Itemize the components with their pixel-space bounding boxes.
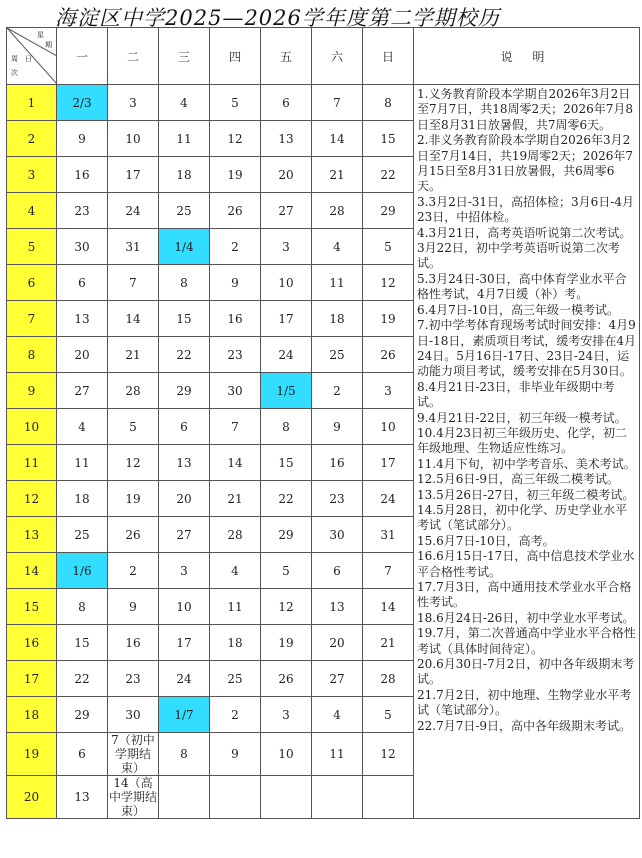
week-number: 18 — [7, 697, 57, 733]
header-row — [7, 28, 640, 85]
date-cell: 3 — [159, 553, 210, 589]
week-number: 19 — [7, 733, 57, 776]
date-cell: 15 — [57, 625, 108, 661]
date-cell: 24 — [159, 661, 210, 697]
date-cell: 9 — [108, 589, 159, 625]
date-cell: 1/5 — [261, 373, 312, 409]
note-item: 19.7月，第二次普通高中学业水平合格性考试（具体时间待定）。 — [417, 626, 636, 656]
date-cell: 25 — [57, 517, 108, 553]
date-cell: 29 — [261, 517, 312, 553]
date-cell: 20 — [57, 337, 108, 373]
date-cell: 27 — [57, 373, 108, 409]
date-cell: 16 — [210, 301, 261, 337]
date-cell: 1/6 — [57, 553, 108, 589]
date-cell: 11 — [210, 589, 261, 625]
date-cell: 15 — [363, 121, 414, 157]
day-header: 二 — [108, 28, 159, 85]
date-cell: 2 — [312, 373, 363, 409]
date-cell: 13 — [159, 445, 210, 481]
date-cell — [363, 776, 414, 819]
date-cell: 2 — [210, 229, 261, 265]
note-item: 15.6月7日-10日，高考。 — [417, 533, 555, 548]
date-cell: 25 — [210, 661, 261, 697]
notes-panel — [414, 85, 640, 819]
date-cell: 20 — [261, 157, 312, 193]
date-cell: 10 — [261, 733, 312, 776]
week-number: 3 — [7, 157, 57, 193]
note-item: 17.7月3日，高中通用技术学业水平合格性考试。 — [417, 580, 632, 610]
date-cell: 15 — [261, 445, 312, 481]
note-item: 18.6月24日-26日，初中学业水平考试。 — [417, 610, 635, 625]
date-cell: 22 — [261, 481, 312, 517]
date-cell: 6 — [261, 85, 312, 121]
date-cell: 23 — [312, 481, 363, 517]
date-cell: 7 — [363, 553, 414, 589]
date-cell: 21 — [363, 625, 414, 661]
corner-label: 期 — [45, 41, 52, 49]
date-cell: 3 — [261, 697, 312, 733]
date-cell: 2 — [210, 697, 261, 733]
date-cell: 14 — [108, 301, 159, 337]
week-number: 13 — [7, 517, 57, 553]
date-cell: 18 — [159, 157, 210, 193]
date-cell: 12 — [210, 121, 261, 157]
date-cell: 19 — [108, 481, 159, 517]
date-cell: 28 — [210, 517, 261, 553]
note-item: 10.4月23日初三年级历史、化学，初二年级地理、生物适应性练习。 — [417, 425, 627, 456]
date-cell: 23 — [57, 193, 108, 229]
date-cell: 27 — [261, 193, 312, 229]
date-cell: 7 — [108, 265, 159, 301]
date-cell: 10 — [363, 409, 414, 445]
date-cell: 25 — [159, 193, 210, 229]
date-cell: 19 — [210, 157, 261, 193]
date-cell: 4 — [57, 409, 108, 445]
week-number: 15 — [7, 589, 57, 625]
date-cell: 9 — [312, 409, 363, 445]
note-item: 21.7月2日，初中地理、生物学业水平考试（笔试部分）。 — [417, 687, 632, 718]
date-cell: 6 — [57, 265, 108, 301]
date-cell: 18 — [57, 481, 108, 517]
note-item: 20.6月30日-7月2日，初中各年级期末考试。 — [417, 657, 635, 687]
date-cell: 20 — [312, 625, 363, 661]
date-cell: 26 — [363, 337, 414, 373]
week-number: 20 — [7, 776, 57, 819]
date-cell: 4 — [159, 85, 210, 121]
date-cell: 4 — [312, 229, 363, 265]
date-cell: 17 — [261, 301, 312, 337]
date-cell: 12 — [363, 733, 414, 776]
note-item: 13.5月26日-27日，初三年级二模考试。 — [417, 487, 635, 502]
date-cell: 26 — [108, 517, 159, 553]
date-cell: 5 — [261, 553, 312, 589]
date-cell: 21 — [312, 157, 363, 193]
note-item: 22.7月7日-9日，高中各年级期末考试。 — [417, 718, 632, 733]
note-item: 7.初中学考体育现场考试时间安排：4月9日-18日，素质项目考试，缓考安排在4月24日。5月16日-17日、23日-24日，运动能力项目考试，缓考安排在5月30日。 — [417, 318, 636, 379]
note-item: 4.3月21日，高考英语听说第二次考试。3月22日，初中学考英语听说第二次考试。 — [417, 225, 632, 271]
date-cell: 5 — [108, 409, 159, 445]
date-cell: 22 — [363, 157, 414, 193]
note-item: 2.非义务教育阶段本学期自2026年3月2日至7月14日，共19周零2天；2026年7月15日至8月31日放暑假，共6周零6天。 — [417, 133, 633, 194]
date-cell: 30 — [312, 517, 363, 553]
note-item: 1.义务教育阶段本学期自2026年3月2日至7月7日，共18周零2天；2026年7月8日至8月31日放暑假，共7周零6天。 — [417, 87, 633, 132]
date-cell: 12 — [363, 265, 414, 301]
date-cell: 22 — [159, 337, 210, 373]
date-cell: 8 — [159, 265, 210, 301]
date-cell: 12 — [108, 445, 159, 481]
date-cell: 18 — [210, 625, 261, 661]
date-cell: 8 — [261, 409, 312, 445]
date-cell: 31 — [363, 517, 414, 553]
date-cell: 29 — [57, 697, 108, 733]
date-cell: 3 — [261, 229, 312, 265]
date-cell: 9 — [210, 733, 261, 776]
date-cell: 31 — [108, 229, 159, 265]
day-header: 四 — [210, 28, 261, 85]
notes-header: 说 明 — [414, 28, 640, 85]
note-item: 14.5月28日，初中化学、历史学业水平考试（笔试部分）。 — [417, 502, 627, 533]
date-cell: 7 — [312, 85, 363, 121]
date-cell: 24 — [261, 337, 312, 373]
note-item: 6.4月7日-10日，高三年级一模考试。 — [417, 302, 620, 317]
date-cell: 15 — [159, 301, 210, 337]
week-number: 8 — [7, 337, 57, 373]
date-cell: 12 — [261, 589, 312, 625]
note-item: 11.4月下旬，初中学考音乐、美术考试。 — [417, 456, 636, 471]
date-cell: 14 — [210, 445, 261, 481]
week-number: 7 — [7, 301, 57, 337]
date-cell: 14 — [363, 589, 414, 625]
note-item: 9.4月21日-22日，初三年级一模考试。 — [417, 410, 627, 425]
date-cell: 26 — [261, 661, 312, 697]
date-cell: 3 — [108, 85, 159, 121]
date-cell: 30 — [108, 697, 159, 733]
date-cell: 11 — [57, 445, 108, 481]
date-cell: 11 — [159, 121, 210, 157]
date-cell: 9 — [57, 121, 108, 157]
date-cell: 21 — [210, 481, 261, 517]
date-cell: 30 — [210, 373, 261, 409]
date-cell: 8 — [159, 733, 210, 776]
date-cell: 17 — [159, 625, 210, 661]
date-cell — [159, 776, 210, 819]
date-cell: 24 — [108, 193, 159, 229]
note-item: 3.3月2日-31日，高招体检；3月6日-4月23日，中招体检。 — [417, 194, 635, 225]
date-cell: 13 — [312, 589, 363, 625]
date-cell: 13 — [57, 776, 108, 819]
date-cell: 21 — [108, 337, 159, 373]
week-number: 12 — [7, 481, 57, 517]
date-cell: 19 — [363, 301, 414, 337]
day-header: 六 — [312, 28, 363, 85]
date-cell: 2/3 — [57, 85, 108, 121]
date-cell: 28 — [363, 661, 414, 697]
date-cell: 10 — [108, 121, 159, 157]
corner-label: 周 — [11, 55, 18, 63]
date-cell: 6 — [312, 553, 363, 589]
week-number: 10 — [7, 409, 57, 445]
date-cell: 13 — [261, 121, 312, 157]
date-cell: 17 — [108, 157, 159, 193]
date-cell: 20 — [159, 481, 210, 517]
calendar-body — [7, 85, 640, 819]
date-cell: 4 — [312, 697, 363, 733]
date-cell — [261, 776, 312, 819]
date-cell: 24 — [363, 481, 414, 517]
date-cell: 2 — [108, 553, 159, 589]
day-header: 一 — [57, 28, 108, 85]
date-cell: 1/7 — [159, 697, 210, 733]
note-item: 8.4月21日-23日，非毕业年级期中考试。 — [417, 379, 615, 410]
date-cell: 16 — [312, 445, 363, 481]
date-cell: 6 — [57, 733, 108, 776]
date-cell: 28 — [108, 373, 159, 409]
corner-label: 日 — [25, 55, 32, 63]
week-number: 4 — [7, 193, 57, 229]
school-calendar-table — [6, 27, 640, 819]
week-number: 11 — [7, 445, 57, 481]
week-number: 9 — [7, 373, 57, 409]
date-cell: 29 — [159, 373, 210, 409]
date-cell: 14 — [312, 121, 363, 157]
day-header: 日 — [363, 28, 414, 85]
date-cell: 16 — [57, 157, 108, 193]
day-header: 三 — [159, 28, 210, 85]
week-row — [7, 85, 640, 121]
day-header: 五 — [261, 28, 312, 85]
corner-label: 星 — [37, 31, 44, 39]
calendar-title: 海淀区中学2025—2026学年度第二学期校历 — [55, 6, 500, 30]
date-cell: 7（初中学期结束） — [108, 733, 159, 776]
date-cell: 30 — [57, 229, 108, 265]
date-cell: 25 — [312, 337, 363, 373]
date-cell: 8 — [363, 85, 414, 121]
date-cell: 10 — [261, 265, 312, 301]
date-cell: 10 — [159, 589, 210, 625]
date-cell: 28 — [312, 193, 363, 229]
date-cell: 17 — [363, 445, 414, 481]
date-cell: 29 — [363, 193, 414, 229]
date-cell: 23 — [108, 661, 159, 697]
date-cell — [312, 776, 363, 819]
corner-cell — [7, 28, 57, 85]
note-item: 5.3月24日-30日，高中体育学业水平合格性考试，4月7日缓（补）考。 — [417, 271, 627, 302]
note-item: 12.5月6日-9日，高三年级二模考试。 — [417, 472, 620, 487]
date-cell: 6 — [159, 409, 210, 445]
date-cell: 27 — [312, 661, 363, 697]
date-cell: 11 — [312, 265, 363, 301]
date-cell: 27 — [159, 517, 210, 553]
date-cell: 11 — [312, 733, 363, 776]
corner-label: 次 — [11, 69, 18, 77]
date-cell: 16 — [108, 625, 159, 661]
week-number: 1 — [7, 85, 57, 121]
date-cell: 18 — [312, 301, 363, 337]
date-cell: 19 — [261, 625, 312, 661]
date-cell: 9 — [210, 265, 261, 301]
week-number: 6 — [7, 265, 57, 301]
date-cell: 7 — [210, 409, 261, 445]
date-cell: 5 — [363, 697, 414, 733]
date-cell: 5 — [363, 229, 414, 265]
week-number: 16 — [7, 625, 57, 661]
date-cell — [210, 776, 261, 819]
date-cell: 22 — [57, 661, 108, 697]
week-number: 14 — [7, 553, 57, 589]
date-cell: 26 — [210, 193, 261, 229]
date-cell: 8 — [57, 589, 108, 625]
date-cell: 5 — [210, 85, 261, 121]
week-number: 17 — [7, 661, 57, 697]
date-cell: 14（高中学期结束） — [108, 776, 157, 818]
date-cell: 23 — [210, 337, 261, 373]
week-number: 2 — [7, 121, 57, 157]
week-number: 5 — [7, 229, 57, 265]
date-cell: 3 — [363, 373, 414, 409]
note-item: 16.6月15日-17日，高中信息技术学业水平合格性考试。 — [417, 549, 635, 579]
date-cell: 4 — [210, 553, 261, 589]
date-cell: 13 — [57, 301, 108, 337]
date-cell: 1/4 — [159, 229, 210, 265]
